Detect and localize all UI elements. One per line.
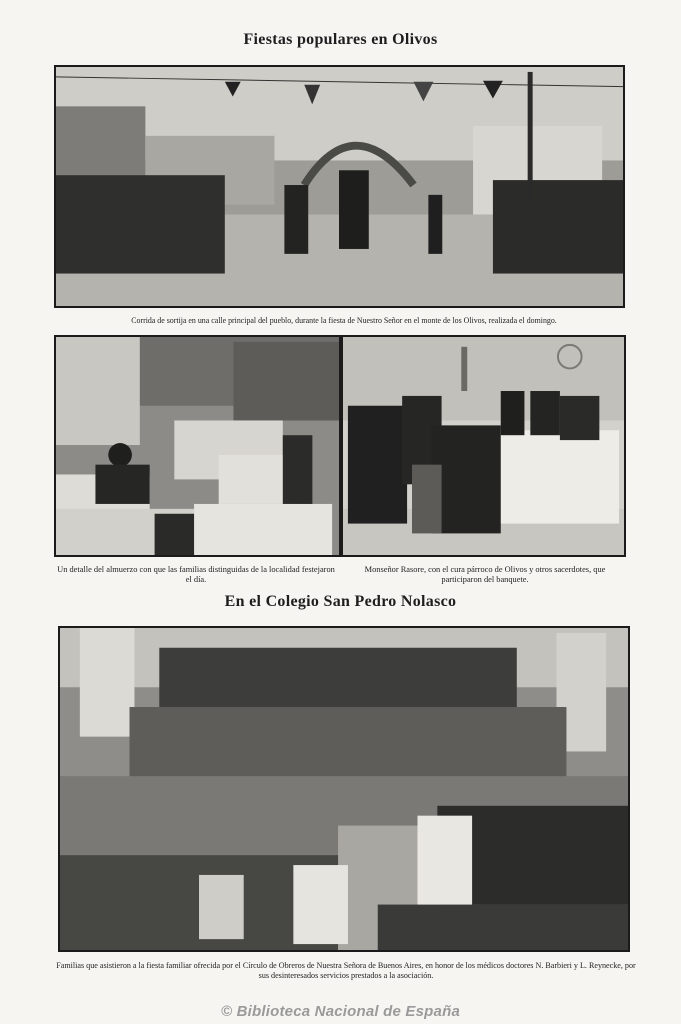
- caption-middle-right: Monseñor Rasore, con el cura párroco de Olivos y otros sacerdotes, que participaron del banquete.: [364, 565, 606, 584]
- photo-colegio-san-pedro-nolasco: [58, 626, 630, 952]
- page-title-bottom: En el Colegio San Pedro Nolasco: [224, 593, 457, 610]
- photo-monsenor-rasore: [341, 335, 626, 557]
- caption-top-photo: Corrida de sortija en una calle principal del pueblo, durante la fiesta de Nuestro Señor en el monte de los Olivos, realizada el domingo.: [131, 316, 557, 325]
- caption-middle-left: Un detalle del almuerzo con que las familias distinguidas de la localidad festejaron el día.: [57, 565, 335, 584]
- page-title-top: Fiestas populares en Olivos: [243, 31, 438, 48]
- library-credit-watermark: © Biblioteca Nacional de España: [221, 1003, 460, 1020]
- photo-almuerzo: [54, 335, 341, 557]
- caption-bottom-photo: Familias que asistieron a la fiesta familiar ofrecida por el Círculo de Obreros de Nuestra Señora de Buenos Aires, en honor de los médicos doctores N. Barbieri y L. Reynecke, por sus desinteresados servicios prestados a la asociación.: [56, 961, 636, 980]
- photo-corrida-de-sortija: [54, 65, 625, 308]
